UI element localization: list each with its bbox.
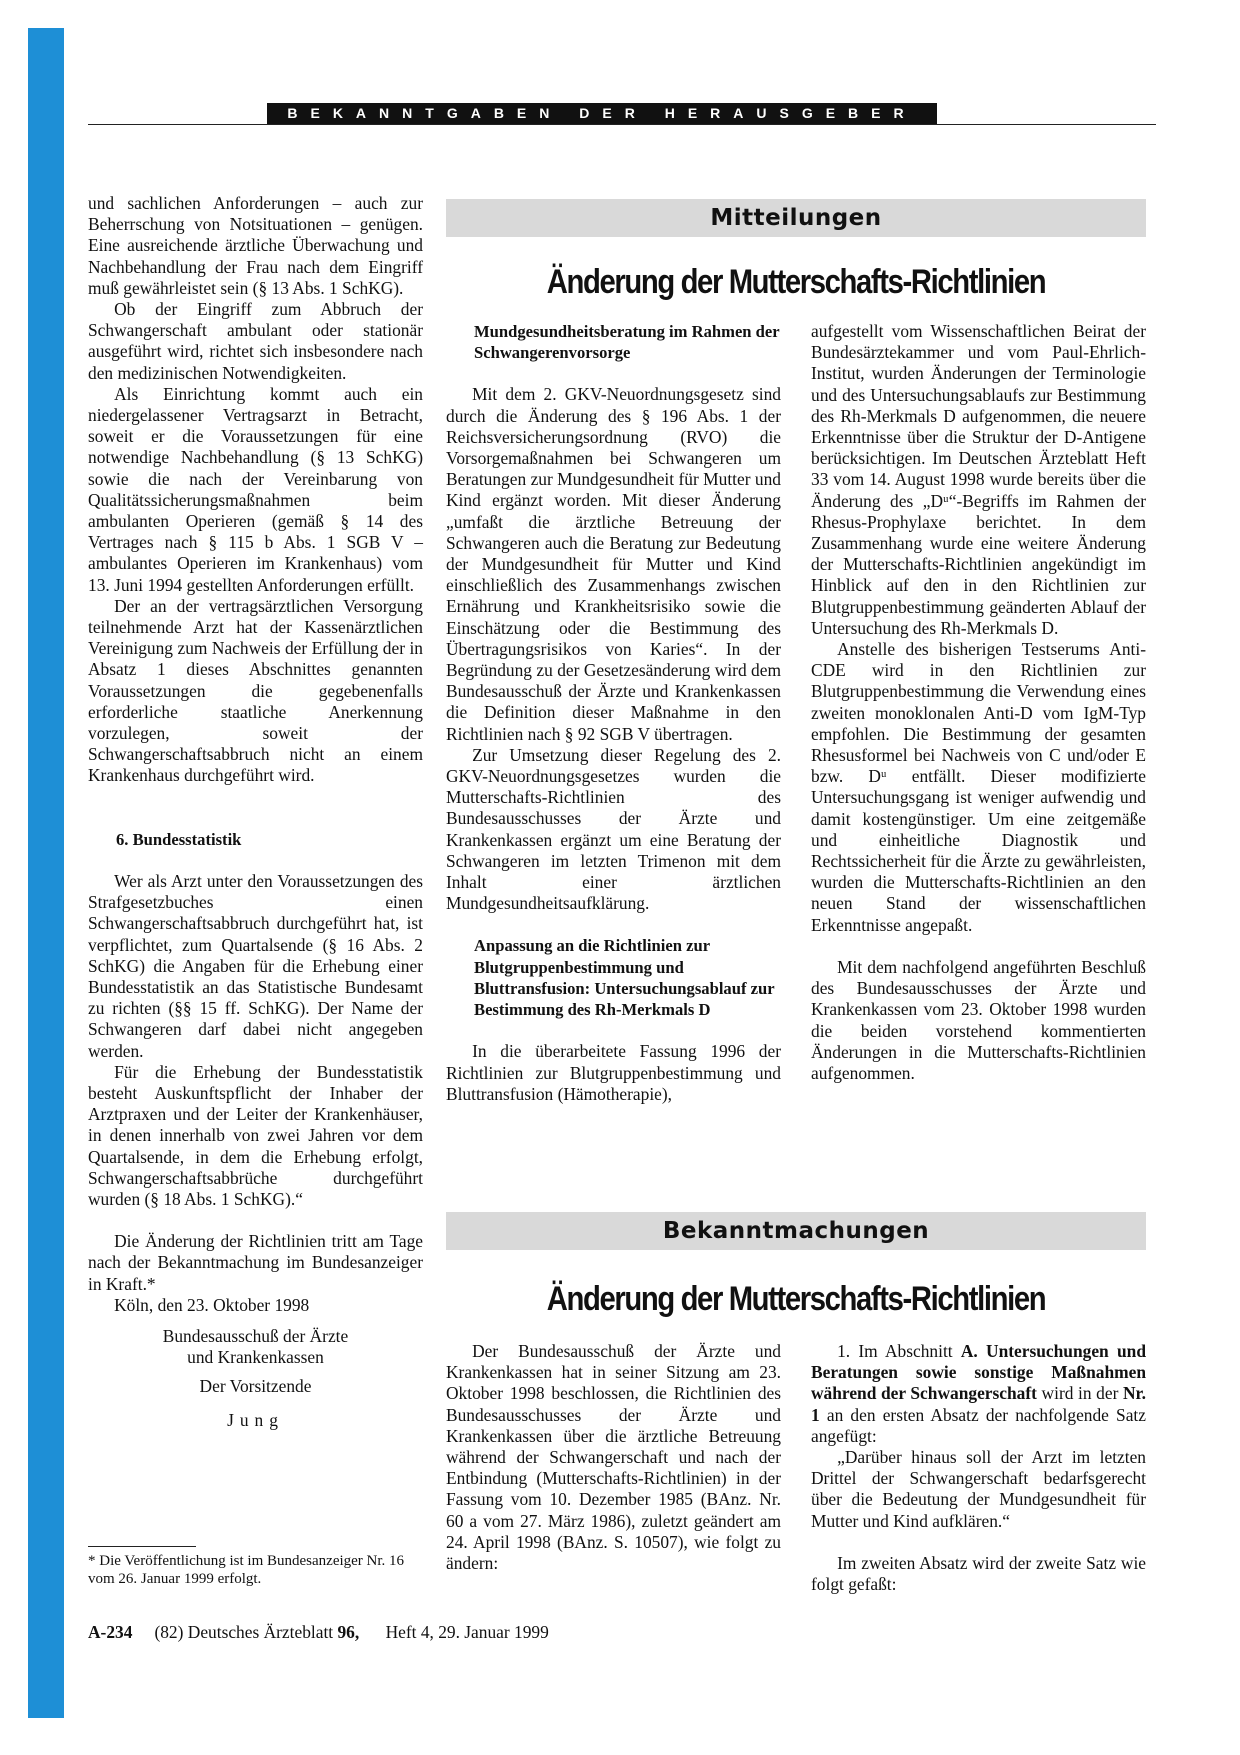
- place-date: Köln, den 23. Oktober 1998: [114, 1294, 310, 1315]
- paragraph: Im zweiten Absatz wird der zweite Satz wie folgt gefaßt:: [811, 1552, 1146, 1595]
- bekanntmachungen-column-2: [811, 1341, 1146, 1595]
- footnote: * Die Veröffentlichung ist im Bundesanzeiger Nr. 16 vom 26. Januar 1999 erfolgt.: [88, 1553, 405, 1587]
- section-heading: 6. Bundesstatistik: [116, 829, 242, 849]
- paragraph: Der an der vertragsärztlichen Versorgung teilnehmende Arzt hat der Kassenärztlichen Vereinigung zum Nachweis der Erfüllung der in Absatz 1 dieses Abschnittes genannten Voraussetzungen die gegebenenfalls erforderliche staatliche Anerkennung vorzulegen, soweit der Schwangerschaftsabbruch nicht an einem Krankenhaus durchgeführt wird.: [88, 595, 423, 786]
- text-run: an den ersten Absatz der nachfolgende Satz angefügt:: [811, 1404, 1146, 1446]
- paragraph: Für die Erhebung der Bundesstatistik besteht Auskunftspflicht der Inhaber der Arztpraxen und der Leiter der Krankenhäuser, in denen innerhalb von zwei Jahren vor dem Quartalsende, in dem die Erhebung erfolgt, Schwangerschaftsabbrüche durchgeführt wurden (§ 18 Abs. 1 SchKG).“: [88, 1061, 423, 1209]
- paragraph: [811, 1341, 1146, 1447]
- quoted-paragraph: „Darüber hinaus soll der Arzt im letzten Drittel der Schwangerschaft bedarfsgerecht über die Bedeutung der Mundgesundheit für Mutter und Kind aufklären.“: [811, 1447, 1146, 1531]
- paragraph: Ob der Eingriff zum Abbruch der Schwangerschaft ambulant oder stationär ausgeführt wird, richtet sich insbesondere nach den medizinischen Notwendigkeiten.: [88, 299, 423, 383]
- signature-name: Jung: [227, 1409, 284, 1430]
- paragraph: Die Änderung der Richtlinien tritt am Tage nach der Bekanntmachung im Bundesanzeiger in Kraft.*: [88, 1231, 423, 1294]
- mitteilungen-column-2: [811, 321, 1146, 1084]
- paragraph: Mit dem 2. GKV-Neuordnungsgesetz sind durch die Änderung des § 196 Abs. 1 der Reichsversicherungsordnung (RVO) die Vorsorgemaßnahmen bei Schwangeren um Beratungen zur Mundgesundheit für Mutter und Kind ergänzt worden. Mit dieser Änderung „umfaßt die ärztliche Betreuung der Schwangeren auch die Beratung zur Bedeutung der Mundgesundheit für Mutter und Kind einschließlich des Zusammenhangs zwischen Ernährung und Krankheitsrisiko sowie die Einschätzung oder die Bestimmung des Übertragungsrisikos von Karies“. In der Begründung zu der Gesetzesänderung wird dem Bundesausschuß der Ärzte und Krankenkassen die Definition dieser Maßnahme in den Richtlinien nach § 92 SGB V übertragen.: [446, 384, 781, 744]
- bold-run: A. Untersuchungen und Beratungen sowie sonstige Maßnahmen während der Schwangerschaft: [811, 1341, 1146, 1404]
- paragraph: Der Bundesausschuß der Ärzte und Krankenkassen hat in seiner Sitzung am 23. Oktober 1998 beschlossen, die Richtlinien des Bundesausschusses der Ärzte und Krankenkassen über die ärztliche Betreuung während der Schwangerschaft und nach der Entbindung (Mutterschafts-Richtlinien) in der Fassung vom 10. Dezember 1985 (BAnz. Nr. 60 a vom 27. März 1986), zuletzt geändert am 24. April 1998 (BAnz. S. 10507), wie folgt zu ändern:: [446, 1341, 781, 1574]
- side-color-bar: [28, 28, 64, 1718]
- page-footer: [88, 1622, 549, 1643]
- citation-prefix: (82) Deutsches Ärzteblatt: [154, 1622, 338, 1642]
- header-rule: [88, 124, 1156, 125]
- paragraph: Zur Umsetzung dieser Regelung des 2. GKV-Neuordnungsgesetzes wurden die Mutterschafts-Richtlinien des Bundesausschusses der Ärzte und Krankenkassen ergänzt um eine Beratung der Schwangeren im letzten Trimenon mit dem Inhalt einer ärztlichen Mundgesundheitsaufklärung.: [446, 744, 781, 914]
- paragraph: Mit dem nachfolgend angeführten Beschluß des Bundesausschusses der Ärzte und Krankenkassen vom 23. Oktober 1998 wurden die beiden vorstehend kommentierten Änderungen in die Mutterschafts-Richtlinien aufgenommen.: [811, 956, 1146, 1083]
- paragraph: In die überarbeitete Fassung 1996 der Richtlinien zur Blutgruppenbestimmung und Bluttransfusion (Hämotherapie),: [446, 1041, 781, 1104]
- subheading: Mundgesundheitsberatung im Rahmen der Schwangerenvorsorge: [474, 322, 780, 363]
- article-title-bekanntmachungen: Änderung der Mutterschafts-Richtlinien: [546, 1280, 1046, 1318]
- citation-suffix: Heft 4, 29. Januar 1999: [381, 1622, 549, 1642]
- paragraph: aufgestellt vom Wissenschaftlichen Beirat der Bundesärztekammer und vom Paul-Ehrlich-Institut, wurden Änderungen der Terminologie und des Untersuchungsablaufs zur Bestimmung des Rh-Merkmals D aufgenommen, die neuere Erkenntnisse über die Struktur der D-Antigene berücksichtigen. Im Deutschen Ärzteblatt Heft 33 vom 14. August 1998 wurde bereits über die Änderung des „Dᵘ“-Begriffs im Rahmen der Rhesus-Prophylaxe berichtet. In dem Zusammenhang wurde eine weitere Änderung der Mutterschafts-Richtlinien angekündigt im Hinblick auf den in den Richtlinien zur Blutgruppenbestimmung geänderten Ablauf der Untersuchung des Rh-Merkmals D.: [811, 321, 1146, 638]
- paragraph: Als Einrichtung kommt auch ein niedergelassener Vertragsarzt in Betracht, soweit er die Voraussetzungen für eine notwendige Nachbehandlung (§ 13 SchKG) sowie die nach der Vereinbarung von Qualitätssicherungsmaßnahmen beim ambulanten Operieren (gemäß § 14 des Vertrages nach § 115 b Abs. 1 SGB V – ambulantes Operieren im Krankenhaus) vom 13. Juni 1994 gestellten Anforderungen erfüllt.: [88, 383, 423, 595]
- section-band-mitteilungen: Mitteilungen: [446, 199, 1146, 237]
- mitteilungen-column-1: [446, 321, 781, 1105]
- section-band-bekanntmachungen: Bekanntmachungen: [446, 1212, 1146, 1250]
- citation-volume: 96,: [337, 1622, 360, 1642]
- footnote-rule: [88, 1546, 196, 1547]
- text-run: wird in der: [1036, 1383, 1123, 1404]
- running-head: BEKANNTGABEN DER HERAUSGEBER: [267, 103, 937, 124]
- text-run: 1. Im Abschnitt: [837, 1341, 961, 1361]
- subheading: Anpassung an die Richtlinien zur Blutgruppenbestimmung und Bluttransfusion: Untersuchungsablauf zur Bestimmung des Rh-Merkmals D: [474, 936, 775, 1020]
- signature-role: Der Vorsitzende: [199, 1376, 312, 1397]
- article-title-mitteilungen: Änderung der Mutterschafts-Richtlinien: [546, 263, 1046, 301]
- bold-run: Nr. 1: [811, 1383, 1146, 1425]
- page-number: A-234: [88, 1622, 133, 1642]
- left-column: [88, 193, 423, 1431]
- paragraph: Wer als Arzt unter den Voraussetzungen des Strafgesetzbuches einen Schwangerschaftsabbruch durchgeführt hat, ist verpflichtet, zum Quartalsende (§ 16 Abs. 2 SchKG) die Angaben für die Erhebung einer Bundesstatistik an das Statistische Bundesamt zu richten (§§ 15 ff. SchKG). Der Name der Schwangeren darf dabei nicht angegeben werden.: [88, 870, 423, 1061]
- bekanntmachungen-column-1: [446, 1341, 781, 1574]
- paragraph: und sachlichen Anforderungen – auch zur Beherrschung von Notsituationen – genügen. Eine ausreichende ärztliche Überwachung und Nachbehandlung der Frau nach dem Eingriff muß gewährleistet sein (§ 13 Abs. 1 SchKG).: [88, 193, 423, 298]
- signature-org-2: und Krankenkassen: [187, 1347, 324, 1368]
- paragraph: Anstelle des bisherigen Testserums Anti-CDE wird in den Richtlinien zur Blutgruppenbestimmung die Verwendung eines zweiten monoklonalen Anti-D vom IgM-Typ empfohlen. Die Bestimmung der gesamten Rhesusformel bei Nachweis von C und/oder E bzw. Dᵘ entfällt. Dieser modifizierte Untersuchungsgang ist weniger aufwendig und damit kostengünstiger. Um eine zeitgemäße und einheitliche Diagnostik und Rechtssicherheit für die Ärzte zu gewährleisten, wurden die Mutterschafts-Richtlinien an den neuen Stand der wissenschaftlichen Erkenntnisse angepaßt.: [811, 639, 1146, 935]
- signature-org-1: Bundesausschuß der Ärzte: [162, 1325, 349, 1346]
